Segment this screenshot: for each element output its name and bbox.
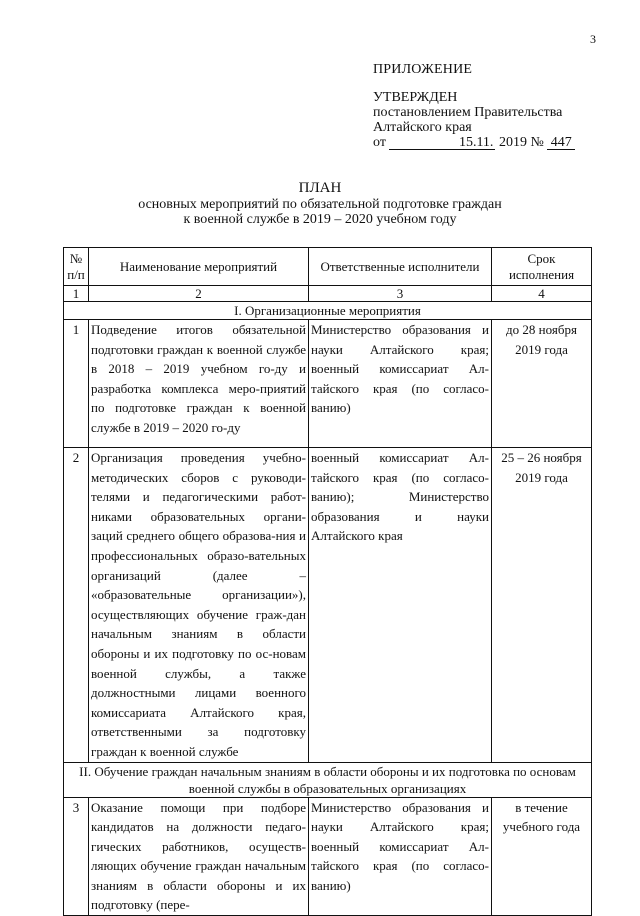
plan-title-block (0, 181, 640, 227)
table-row (64, 320, 592, 448)
number-label: № (530, 135, 544, 150)
row-num: 3 (64, 797, 89, 916)
row-num: 2 (64, 448, 89, 763)
approved-label: УТВЕРЖДЕН (373, 90, 458, 105)
table-row (64, 448, 592, 763)
header-responsible: Ответственные исполнители (309, 248, 492, 286)
appendix-label: ПРИЛОЖЕНИЕ (373, 62, 473, 77)
plan-subtitle-2: к военной службе в 2019 – 2020 учебном году (183, 212, 457, 227)
page-number: 3 (590, 32, 596, 46)
section-1-title: I. Организационные мероприятия (64, 302, 592, 320)
row-responsible: Министерство образования и науки Алтайского края; военный комиссариат Ал-тайского края (по согласо-ванию) (309, 320, 492, 448)
header-deadline: Срок исполнения (492, 248, 592, 286)
section-2-row (64, 762, 592, 797)
decree-date-line (373, 135, 575, 150)
index-cell: 1 (64, 286, 89, 302)
decree-number: 447 (547, 136, 575, 150)
decree-line: постановлением Правительства (373, 105, 563, 120)
plan-table (63, 247, 592, 916)
plan-title: ПЛАН (298, 180, 342, 196)
index-cell: 4 (492, 286, 592, 302)
decree-date: 15.11. (389, 136, 495, 150)
header-name: Наименование мероприятий (89, 248, 309, 286)
row-deadline: до 28 ноября 2019 года (492, 320, 592, 448)
row-name: Оказание помощи при подборе кандидатов на должности педаго-гических работников, осуществ-ляющих обучение граждан начальным знаниям в области обороны и их подготовку (пере- (89, 797, 309, 916)
row-deadline: в течение учебного года (492, 797, 592, 916)
section-2-title: II. Обучение граждан начальным знаниям в области обороны и их подготовка по основам военной службы в образовательных организациях (64, 762, 592, 797)
table-header-row (64, 248, 592, 286)
row-name: Подведение итогов обязательной подготовки граждан к военной службе в 2018 – 2019 учебном го-ду и разработка комплекса меро-приятий по подготовке граждан к военной службе в 2019 – 2020 го-ду (89, 320, 309, 448)
row-deadline: 25 – 26 ноября 2019 года (492, 448, 592, 763)
row-name: Организация проведения учебно-методических сборов с руководи-телями и педагогическими работ-никами образовательных органи-заций среднего общего образова-ния и профессиональных образо-вательных организаций (далее – «образовательные организации»), осуществляющих обучение граж-дан начальным знаниям в области обороны и их подготовку по ос-новам военной службы, а также должностными лицами военного комиссариата Алтайского края, ответственными за подготовку граждан к военной службе (89, 448, 309, 763)
header-num: № п/п (64, 248, 89, 286)
row-responsible: военный комиссариат Ал-тайского края (по согласо-ванию); Министерство образования и науки Алтайского края (309, 448, 492, 763)
index-cell: 2 (89, 286, 309, 302)
row-num: 1 (64, 320, 89, 448)
from-label: от (373, 135, 386, 150)
index-row (64, 286, 592, 302)
decree-year: 2019 (498, 135, 527, 150)
approval-block (373, 62, 575, 150)
section-1-row (64, 302, 592, 320)
row-responsible: Министерство образования и науки Алтайского края; военный комиссариат Ал-тайского края (по согласо-ванию) (309, 797, 492, 916)
region-line: Алтайского края (373, 120, 472, 135)
table-row (64, 797, 592, 916)
index-cell: 3 (309, 286, 492, 302)
plan-subtitle-1: основных мероприятий по обязательной подготовке граждан (138, 197, 502, 212)
